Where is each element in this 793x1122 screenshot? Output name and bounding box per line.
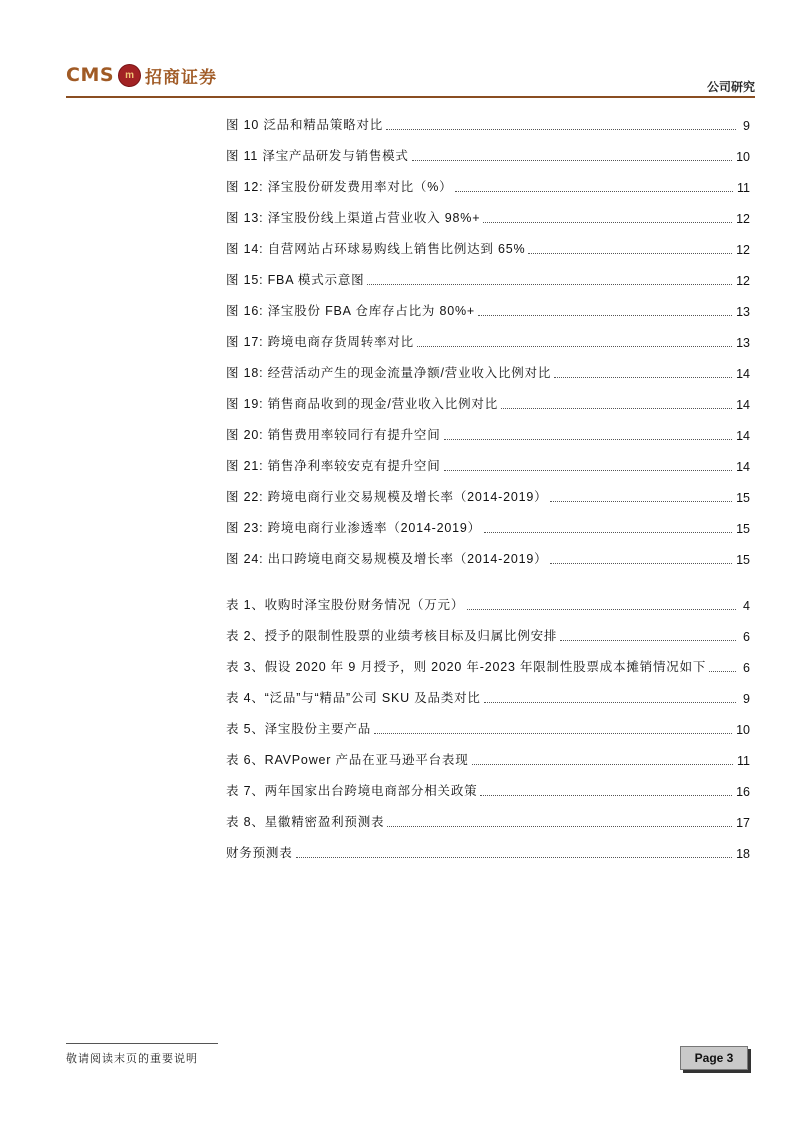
toc-figure-entry-page-number: 9 <box>743 119 750 133</box>
toc-figure-entry[interactable] <box>226 505 750 536</box>
toc-figure-entry-title: 图 16: 泽宝股份 FBA 仓库存占比为 80%+ <box>226 304 475 318</box>
dot-leader <box>501 408 732 409</box>
toc-figure-entry-page-number: 14 <box>736 398 750 412</box>
toc-figure-entry-title: 图 18: 经营活动产生的现金流量净额/营业收入比例对比 <box>226 366 552 380</box>
toc-figure-entry[interactable] <box>226 319 750 350</box>
toc-figure-entry[interactable] <box>226 257 750 288</box>
toc-figure-entry[interactable] <box>226 102 750 133</box>
toc-table-entry[interactable] <box>226 613 750 644</box>
toc-figure-entry-page-number: 10 <box>736 150 750 164</box>
dot-leader <box>709 671 736 672</box>
toc-table-entry[interactable] <box>226 768 750 799</box>
toc-table-entry[interactable] <box>226 675 750 706</box>
dot-leader <box>467 609 736 610</box>
toc-figure-entry-title: 图 24: 出口跨境电商交易规模及增长率（2014-2019） <box>226 552 548 566</box>
toc-table-entry-title: 表 6、RAVPower 产品在亚马逊平台表现 <box>226 753 469 767</box>
toc-figure-entry-title: 图 15: FBA 模式示意图 <box>226 273 365 287</box>
toc-figure-entry[interactable] <box>226 350 750 381</box>
dot-leader <box>480 795 732 796</box>
toc-table-entry-title: 表 4、“泛品”与“精品”公司 SKU 及品类对比 <box>226 691 481 705</box>
toc-figure-entry-title: 图 21: 销售净利率较安克有提升空间 <box>226 459 441 473</box>
logo-chinese-text: 招商证券 <box>145 67 218 88</box>
toc-table-entry-page-number: 9 <box>743 692 750 706</box>
toc-table-entry[interactable] <box>226 582 750 613</box>
dot-leader <box>478 315 732 316</box>
report-type-label: 公司研究 <box>706 80 755 94</box>
toc-figure-entry-page-number: 15 <box>736 491 750 505</box>
logo-cms-text: CMS <box>66 64 115 86</box>
toc-figure-entry-title: 图 22: 跨境电商行业交易规模及增长率（2014-2019） <box>226 490 548 504</box>
dot-leader <box>387 826 732 827</box>
toc-figure-entry-page-number: 15 <box>736 553 750 567</box>
toc-table-entry-page-number: 6 <box>743 630 750 644</box>
toc-table-entry[interactable] <box>226 706 750 737</box>
toc-figure-entry[interactable] <box>226 288 750 319</box>
toc-figure-entry-title: 图 19: 销售商品收到的现金/营业收入比例对比 <box>226 397 498 411</box>
toc-figure-entry[interactable] <box>226 474 750 505</box>
toc-figure-entry-page-number: 12 <box>736 212 750 226</box>
dot-leader <box>484 702 736 703</box>
page-number-badge: Page 3 <box>680 1046 748 1070</box>
dot-leader <box>550 563 732 564</box>
footer-disclaimer-note: 敬请阅读末页的重要说明 <box>66 1053 198 1065</box>
dot-leader <box>412 160 732 161</box>
toc-figure-entry-title: 图 13: 泽宝股份线上渠道占营业收入 98%+ <box>226 211 481 225</box>
toc-figure-entry-title: 图 14: 自营网站占环球易购线上销售比例达到 65% <box>226 242 526 256</box>
dot-leader <box>528 253 732 254</box>
toc-table-entry-title: 表 2、授予的限制性股票的业绩考核目标及归属比例安排 <box>226 629 558 643</box>
toc-table-entry-title: 表 8、星徽精密盈利预测表 <box>226 815 385 829</box>
toc-table-entry-page-number: 17 <box>736 816 750 830</box>
toc-table-entry-page-number: 6 <box>743 661 750 675</box>
toc-table-entry-page-number: 18 <box>736 847 750 861</box>
toc-figure-entry-page-number: 14 <box>736 429 750 443</box>
toc-figure-entry[interactable] <box>226 443 750 474</box>
dot-leader <box>444 439 733 440</box>
footer-divider <box>66 1043 218 1044</box>
toc-table-entry-page-number: 4 <box>743 599 750 613</box>
toc-figure-entry-title: 图 10 泛品和精品策略对比 <box>226 118 384 132</box>
toc-table-entry-title: 表 5、泽宝股份主要产品 <box>226 722 372 736</box>
dot-leader <box>367 284 732 285</box>
dot-leader <box>484 532 732 533</box>
toc-figure-entry-page-number: 12 <box>736 243 750 257</box>
toc-figure-entry-page-number: 13 <box>736 305 750 319</box>
dot-leader <box>296 857 733 858</box>
toc-figure-entry-page-number: 15 <box>736 522 750 536</box>
dot-leader <box>444 470 733 471</box>
toc-table-entry-title: 表 3、假设 2020 年 9 月授予，则 2020 年-2023 年限制性股票成本摊销情况如下 <box>226 660 707 674</box>
toc-table-entry-page-number: 16 <box>736 785 750 799</box>
toc-table-entry[interactable] <box>226 644 750 675</box>
toc-table-entry[interactable] <box>226 830 750 861</box>
toc-table-entry[interactable] <box>226 799 750 830</box>
toc-figure-entry-page-number: 13 <box>736 336 750 350</box>
toc-figure-entry[interactable] <box>226 195 750 226</box>
dot-leader <box>550 501 732 502</box>
dot-leader <box>560 640 736 641</box>
toc-table-entry-title: 表 7、两年国家出台跨境电商部分相关政策 <box>226 784 478 798</box>
dot-leader <box>417 346 732 347</box>
toc-table-entry-page-number: 11 <box>737 754 750 768</box>
toc-figure-entry[interactable] <box>226 412 750 443</box>
toc-figure-entry-title: 图 23: 跨境电商行业渗透率（2014-2019） <box>226 521 481 535</box>
dot-leader <box>554 377 732 378</box>
logo-badge-icon: m <box>118 64 141 87</box>
toc-figure-entry[interactable] <box>226 164 750 195</box>
toc-figure-entry-page-number: 12 <box>736 274 750 288</box>
toc-figure-entry[interactable] <box>226 381 750 412</box>
dot-leader <box>455 191 733 192</box>
toc-table-entry-title: 表 1、收购时泽宝股份财务情况（万元） <box>226 598 465 612</box>
toc-figure-entry-title: 图 20: 销售费用率较同行有提升空间 <box>226 428 441 442</box>
toc-figure-entry-page-number: 14 <box>736 367 750 381</box>
toc-figure-entry[interactable] <box>226 133 750 164</box>
toc-figure-entry-page-number: 11 <box>737 181 750 195</box>
toc-figure-entry-title: 图 17: 跨境电商存货周转率对比 <box>226 335 414 349</box>
toc-table-entry[interactable] <box>226 737 750 768</box>
toc-figure-entry-page-number: 14 <box>736 460 750 474</box>
header-divider <box>66 96 755 98</box>
dot-leader <box>483 222 732 223</box>
toc-table-entry-title: 财务预测表 <box>226 846 293 860</box>
dot-leader <box>472 764 734 765</box>
toc-figure-entry[interactable] <box>226 536 750 567</box>
toc-figure-entry[interactable] <box>226 226 750 257</box>
toc-figure-entry-title: 图 12: 泽宝股份研发费用率对比（%） <box>226 180 453 194</box>
toc-figure-entry-title: 图 11 泽宝产品研发与销售模式 <box>226 149 409 163</box>
toc-table-entry-page-number: 10 <box>736 723 750 737</box>
company-logo <box>66 62 217 88</box>
dot-leader <box>386 129 736 130</box>
dot-leader <box>374 733 732 734</box>
table-of-contents <box>226 102 750 861</box>
